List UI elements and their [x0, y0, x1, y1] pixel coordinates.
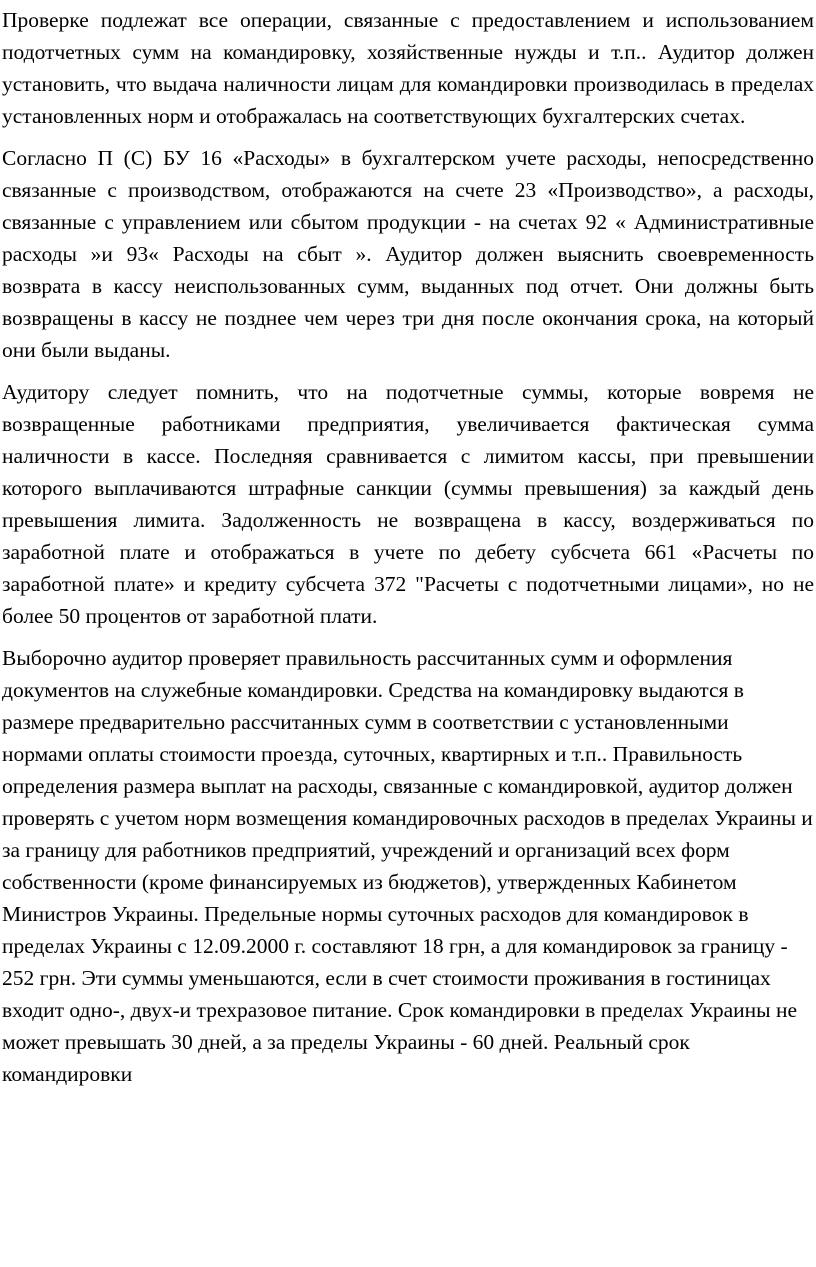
- document-page: [2, 4, 814, 1100]
- paragraph-audit-scope: Проверке подлежат все операции, связанные с предоставлением и использованием подотчетных сумм на командировку, хозяйственные нужды и т.п.. Аудитор должен установить, что выдача наличности лицам для командировки производилась в пределах установленных норм и отображалась на соответствующих бухгалтерских счетах.: [2, 8, 814, 128]
- paragraph-cash-limit: Аудитору следует помнить, что на подотчетные суммы, которые вовремя не возвращенные работниками предприятия, увеличивается фактическая сумма наличности в кассе. Последняя сравнивается с лимитом кассы, при превышении которого выплачиваются штрафные санкции (суммы превышения) за каждый день превышения лимита. Задолженность не возвращена в кассу, воздерживаться по заработной плате и отображаться в учете по дебету субсчета 661 «Расчеты по заработной плате» и кредиту субсчета 372 "Расчеты с подотчетными лицами», но не более 50 процентов от заработной плати.: [2, 380, 814, 628]
- paragraph-expense-accounts: Согласно П (С) БУ 16 «Расходы» в бухгалтерском учете расходы, непосредственно связанные с производством, отображаются на счете 23 «Производство», а расходы, связанные с управлением или сбытом продукции - на счетах 92 « Административные расходы »и 93« Расходы на сбыт ». Аудитор должен выяснить своевременность возврата в кассу неиспользованных сумм, выданных под отчет. Они должны быть возвращены в кассу не позднее чем через три дня после окончания срока, на который они были выданы.: [2, 146, 814, 362]
- paragraph-business-trips: Выборочно аудитор проверяет правильность рассчитанных сумм и оформления документов на служебные командировки. Средства на командировку выдаются в размере предварительно рассчитанных сумм в соответствии с установленными нормами оплаты стоимости проезда, суточных, квартирных и т.п.. Правильность определения размера выплат на расходы, связанные с командировкой, аудитор должен проверять с учетом норм возмещения командировочных расходов в пределах Украины и за границу для работников предприятий, учреждений и организаций всех форм собственности (кроме финансируемых из бюджетов), утвержденных Кабинетом Министров Украины. Предельные нормы суточных расходов для командировок в пределах Украины с 12.09.2000 г. составляют 18 грн, а для командировок за границу - 252 грн. Эти суммы уменьшаются, если в счет стоимости проживания в гостиницах входит одно-, двух-и трехразовое питание. Срок командировки в пределах Украины не может превышать 30 дней, а за пределы Украины - 60 дней. Реальный срок командировки: [2, 646, 813, 1086]
